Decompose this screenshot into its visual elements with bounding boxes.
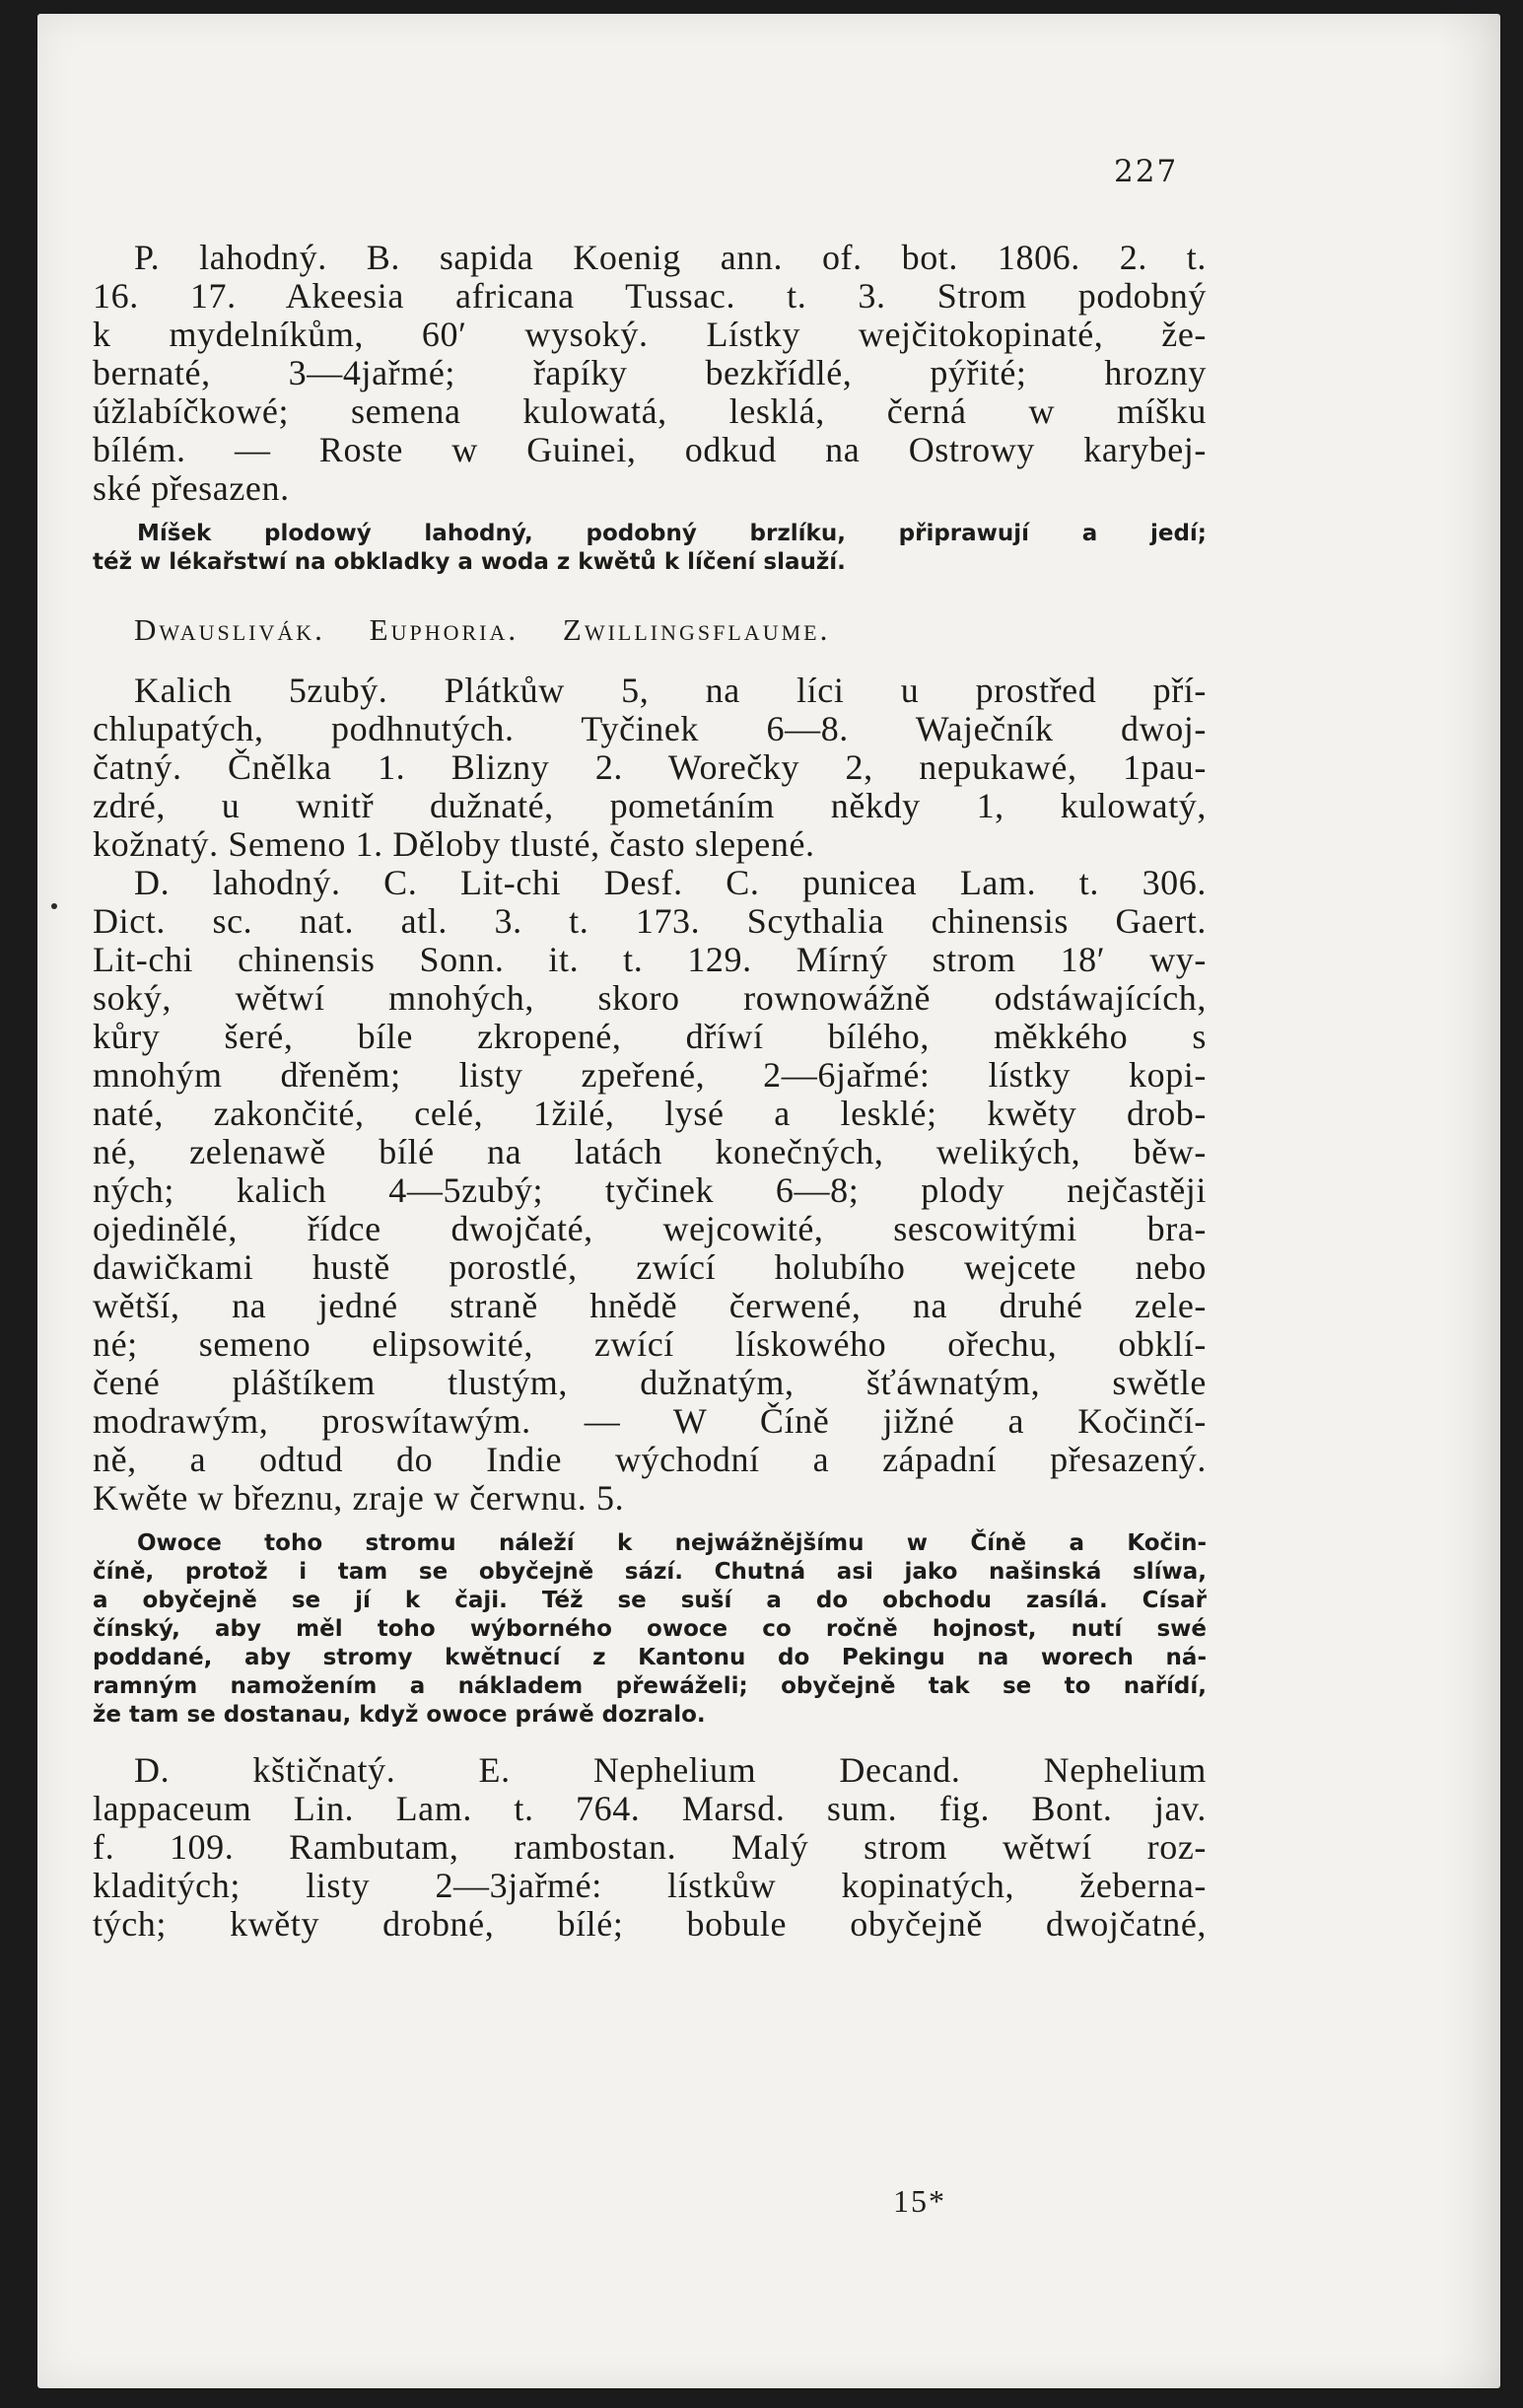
heading-german: Zwillingsflaume. — [562, 612, 831, 647]
text-line: D. kštičnatý. E. Nephelium Decand. Nephelium — [134, 1750, 1207, 1790]
text-line: né; semeno elipsowité, zwící lískowého ořechu, obklí- — [93, 1324, 1207, 1364]
text-line: kladitých; listy 2—3jařmé: lístkůw kopinatých, žeberna- — [93, 1866, 1207, 1905]
text-line: tých; kwěty drobné, bílé; bobule obyčejně dwojčatné, — [93, 1904, 1207, 1944]
text-line: bílém. — Roste w Guinei, odkud na Ostrowy karybej- — [93, 430, 1207, 469]
text-line: chlupatých, podhnutých. Tyčinek 6—8. Waječník dwoj- — [93, 709, 1207, 748]
entry-dwauslivak — [93, 672, 1207, 1518]
signature-mark: 15* — [893, 2183, 946, 2219]
text-line: naté, zakončité, celé, 1žilé, lysé a lesklé; kwěty drob- — [93, 1094, 1207, 1133]
text-line: kůry šeré, bíle zkropené, dříwí bílého, měkkého s — [93, 1017, 1207, 1056]
text-line: Kalich 5zubý. Plátkůw 5, na líci u prostřed pří- — [134, 671, 1207, 710]
text-line: Dict. sc. nat. atl. 3. t. 173. Scythalia chinensis Gaert. — [93, 901, 1207, 941]
note-line: Míšek plodowý lahodný, podobný brzlíku, připrawují a jedí; — [137, 521, 1207, 546]
note-line: číně, protož i tam se obyčejně sází. Chutná asi jako našinská slíwa, — [93, 1559, 1207, 1585]
genus-heading — [93, 610, 1207, 650]
note-line: že tam se dostanau, když owoce práwě dozralo. — [93, 1702, 706, 1728]
text-line: dawičkami hustě porostlé, zwící holubího wejcete nebo — [93, 1247, 1207, 1287]
footnote-block — [93, 1529, 1207, 1730]
note-line: poddané, aby stromy kwětnucí z Kantonu do Pekingu na worech ná- — [93, 1645, 1207, 1670]
page-text — [93, 239, 1207, 1944]
ink-spot — [51, 903, 57, 909]
note-line: též w lékařstwí na obkladky a woda z kwětů k líčení slauží. — [93, 549, 846, 575]
heading-czech: Dwauslivák. — [134, 612, 325, 647]
text-line: mnohým dřeněm; listy zpeřené, 2—6jařmé: lístky kopi- — [93, 1055, 1207, 1095]
text-line: zdré, u wnitř dužnaté, pometáním někdy 1, kulowatý, — [93, 786, 1207, 825]
text-line: Lit-chi chinensis Sonn. it. t. 129. Mírný strom 18′ wy- — [93, 940, 1207, 979]
note-line: a obyčejně se jí k čaji. Též se suší a do obchodu zasílá. Císař — [93, 1588, 1207, 1613]
text-line: ně, a odtud do Indie wýchodní a západní přesazený. — [93, 1440, 1207, 1479]
text-line: soký, wětwí mnohých, skoro rownowážně odstáwajících, — [93, 978, 1207, 1018]
note-line: ramným namožením a nákladem přewáželi; obyčejně tak se to nařídí, — [93, 1673, 1207, 1699]
note-line: Owoce toho stromu náleží k nejwážnějšímu w Číně a Kočin- — [137, 1530, 1207, 1556]
text-line: P. lahodný. B. sapida Koenig ann. of. bot. 1806. 2. t. — [134, 238, 1207, 277]
entry-p-lahodny — [93, 239, 1207, 508]
text-line: wětší, na jedné straně hnědě čerwené, na druhé zele- — [93, 1286, 1207, 1325]
text-line: kožnatý. Semeno 1. Děloby tlusté, často slepené. — [93, 824, 815, 864]
note-line: čínský, aby měl toho wýborného owoce co ročně hojnost, nutí swé — [93, 1616, 1207, 1642]
text-line: k mydelníkům, 60′ wysoký. Lístky wejčitokopinaté, že- — [93, 315, 1207, 354]
text-line: ných; kalich 4—5zubý; tyčinek 6—8; plody nejčastěji — [93, 1170, 1207, 1210]
book-page — [37, 14, 1500, 2388]
page-number: 227 — [1114, 154, 1179, 189]
text-line: čatný. Čnělka 1. Blizny 2. Worečky 2, nepukawé, 1pau- — [93, 747, 1207, 787]
text-line: úžlabíčkowé; semena kulowatá, lesklá, černá w míšku — [93, 391, 1207, 431]
text-line: ské přesazen. — [93, 468, 290, 508]
entry-d-kstičnaty — [93, 1751, 1207, 1944]
text-line: modrawým, proswítawým. — W Číně jižné a Kočinčí- — [93, 1401, 1207, 1441]
text-line: Kwěte w březnu, zraje w čerwnu. 5. — [93, 1478, 625, 1518]
text-line: né, zelenawě bílé na latách konečných, welikých, běw- — [93, 1132, 1207, 1171]
footnote-block — [93, 520, 1207, 577]
heading-latin: Euphoria. — [369, 612, 519, 647]
text-line: D. lahodný. C. Lit-chi Desf. C. punicea Lam. t. 306. — [134, 863, 1207, 902]
text-line: čené pláštíkem tlustým, dužnatým, šťáwnatým, swětle — [93, 1363, 1207, 1402]
text-line: ojedinělé, řídce dwojčaté, wejcowité, sescowitými bra- — [93, 1209, 1207, 1248]
text-line: f. 109. Rambutam, rambostan. Malý strom wětwí roz- — [93, 1827, 1207, 1867]
text-line: lappaceum Lin. Lam. t. 764. Marsd. sum. fig. Bont. jav. — [93, 1789, 1207, 1828]
text-line: bernaté, 3—4jařmé; řapíky bezkřídlé, pýřité; hrozny — [93, 353, 1207, 392]
text-line: 16. 17. Akeesia africana Tussac. t. 3. Strom podobný — [93, 276, 1207, 316]
